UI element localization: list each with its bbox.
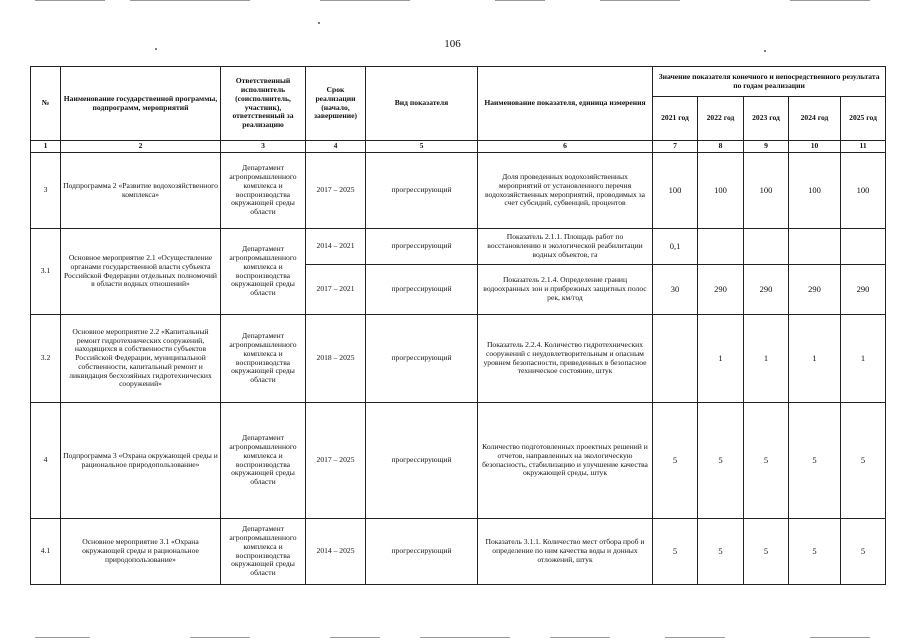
column-number: 11 <box>841 141 886 153</box>
row-value: 5 <box>841 403 886 519</box>
row-value: 5 <box>653 403 698 519</box>
row-executor: Департамент агропромышленного комплекса и воспроизводства окружающей среды области <box>221 315 306 403</box>
bottom-edge-rule <box>330 637 380 638</box>
row-executor: Департамент агропромышленного комплекса и воспроизводства окружающей среды области <box>221 153 306 229</box>
row-indicator: Доля проведенных водохозяйственных мероприятий от установленного перечня водохозяйственных мероприятий, проводимых за счет субсидий, субвенций, процентов <box>478 153 653 229</box>
bottom-edge-rule <box>810 637 870 638</box>
row-num: 4 <box>31 403 61 519</box>
row-value: 290 <box>744 265 789 315</box>
row-executor: Департамент агропромышленного комплекса и воспроизводства окружающей среды области <box>221 519 306 585</box>
top-edge-rule <box>790 0 870 1</box>
row-type: прогрессирующий <box>366 229 478 265</box>
column-number-row <box>31 141 886 153</box>
bottom-edge-rule <box>550 637 610 638</box>
column-number: 5 <box>366 141 478 153</box>
header-num: № <box>31 67 61 141</box>
row-value: 100 <box>698 153 744 229</box>
row-value <box>841 229 886 265</box>
row-executor: Департамент агропромышленного комплекса и воспроизводства окружающей среды области <box>221 403 306 519</box>
row-value: 100 <box>789 153 841 229</box>
indicators-table <box>30 66 886 585</box>
header-year: 2024 год <box>789 97 841 141</box>
row-num: 3.2 <box>31 315 61 403</box>
row-name: Основное мероприятие 3.1 «Охрана окружающей среды и рациональное природопользование» <box>61 519 221 585</box>
row-value: 1 <box>789 315 841 403</box>
column-number: 4 <box>306 141 366 153</box>
row-num: 4.1 <box>31 519 61 585</box>
table-row <box>31 229 886 265</box>
table-row <box>31 315 886 403</box>
header-year: 2023 год <box>744 97 789 141</box>
row-name: Подпрограмма 2 «Развитие водохозяйственного комплекса» <box>61 153 221 229</box>
row-value: 5 <box>698 519 744 585</box>
column-number: 6 <box>478 141 653 153</box>
row-value: 5 <box>789 519 841 585</box>
column-number: 1 <box>31 141 61 153</box>
table-row <box>31 519 886 585</box>
top-edge-rule <box>320 0 410 1</box>
header-name: Наименование государственной программы, подпрограмм, мероприятий <box>61 67 221 141</box>
row-period: 2017 – 2021 <box>306 265 366 315</box>
header-period: Срок реализации (начало, завершение) <box>306 67 366 141</box>
row-value: 30 <box>653 265 698 315</box>
row-period: 2014 – 2025 <box>306 519 366 585</box>
row-name: Подпрограмма 3 «Охрана окружающей среды и рациональное природопользование» <box>61 403 221 519</box>
row-type: прогрессирующий <box>366 403 478 519</box>
table-row <box>31 153 886 229</box>
row-value: 290 <box>698 265 744 315</box>
row-period: 2018 – 2025 <box>306 315 366 403</box>
header-indicator-type: Вид показателя <box>366 67 478 141</box>
row-type: прогрессирующий <box>366 519 478 585</box>
row-value <box>698 229 744 265</box>
scan-speck <box>764 50 766 52</box>
row-type: прогрессирующий <box>366 153 478 229</box>
header-executor: Ответственный исполнитель (соисполнитель, участник), ответственный за реализацию <box>221 67 306 141</box>
row-value: 1 <box>698 315 744 403</box>
row-value: 290 <box>789 265 841 315</box>
row-indicator: Показатель 2.2.4. Количество гидротехнических сооружений с неудовлетворительным и опасным уровнем безопасности, приведенных в безопасное техническое состояние, штук <box>478 315 653 403</box>
row-name: Основное мероприятие 2.1 «Осуществление органами государственной власти субъекта Российской Федерации отдельных полномочий в области водных отношений» <box>61 229 221 315</box>
row-value: 1 <box>744 315 789 403</box>
header-year: 2025 год <box>841 97 886 141</box>
row-value: 5 <box>698 403 744 519</box>
header-values-group: Значение показателя конечного и непосредственного результата по годам реализации <box>653 67 886 97</box>
row-indicator: Показатель 2.1.1. Площадь работ по восстановлению и экологической реабилитации водных объектов, га <box>478 229 653 265</box>
header-year: 2021 год <box>653 97 698 141</box>
row-num: 3 <box>31 153 61 229</box>
column-number: 9 <box>744 141 789 153</box>
column-number: 10 <box>789 141 841 153</box>
row-value: 5 <box>744 403 789 519</box>
row-value: 100 <box>744 153 789 229</box>
row-type: прогрессирующий <box>366 315 478 403</box>
bottom-edge-rule <box>665 637 725 638</box>
scan-speck <box>155 48 157 50</box>
row-executor: Департамент агропромышленного комплекса и воспроизводства окружающей среды области <box>221 229 306 315</box>
row-period: 2014 – 2021 <box>306 229 366 265</box>
column-number: 3 <box>221 141 306 153</box>
row-value: 5 <box>744 519 789 585</box>
bottom-edge-rule <box>420 637 510 638</box>
row-value: 100 <box>653 153 698 229</box>
row-value: 100 <box>841 153 886 229</box>
row-value: 5 <box>841 519 886 585</box>
row-value: 5 <box>789 403 841 519</box>
row-value: 0,1 <box>653 229 698 265</box>
top-edge-rule <box>35 0 105 1</box>
header-indicator-name: Наименование показателя, единица измерения <box>478 67 653 141</box>
row-indicator: Количество подготовленных проектных решений и отчетов, направленных на экологическую безопасность, стабилизацию и улучшение качества окружающей среды, штук <box>478 403 653 519</box>
row-value: 1 <box>841 315 886 403</box>
row-period: 2017 – 2025 <box>306 153 366 229</box>
page-number: 106 <box>444 38 461 50</box>
bottom-edge-rule <box>35 637 90 638</box>
row-indicator: Показатель 2.1.4. Определение границ водоохранных зон и прибрежных защитных полос рек, км/год <box>478 265 653 315</box>
column-number: 8 <box>698 141 744 153</box>
top-edge-rule <box>495 0 545 1</box>
row-value: 290 <box>841 265 886 315</box>
row-value: 5 <box>653 519 698 585</box>
row-value <box>789 229 841 265</box>
scan-speck <box>318 22 320 24</box>
bottom-edge-rule <box>190 637 250 638</box>
header-year: 2022 год <box>698 97 744 141</box>
column-number: 2 <box>61 141 221 153</box>
top-edge-rule <box>130 0 250 1</box>
row-period: 2017 – 2025 <box>306 403 366 519</box>
column-number: 7 <box>653 141 698 153</box>
row-indicator: Показатель 3.1.1. Количество мест отбора проб и определение по ним качества воды и донных отложений, штук <box>478 519 653 585</box>
row-type: прогрессирующий <box>366 265 478 315</box>
row-name: Основное мероприятие 2.2 «Капитальный ремонт гидротехнических сооружений, находящихся в собственности субъектов Российской Федерации, муниципальной собственности, капитальный ремонт и ликвидация бесхозяйных гидротехнических сооружений» <box>61 315 221 403</box>
top-edge-rule <box>600 0 680 1</box>
row-value <box>744 229 789 265</box>
row-num: 3.1 <box>31 229 61 315</box>
table-row <box>31 403 886 519</box>
row-value <box>653 315 698 403</box>
